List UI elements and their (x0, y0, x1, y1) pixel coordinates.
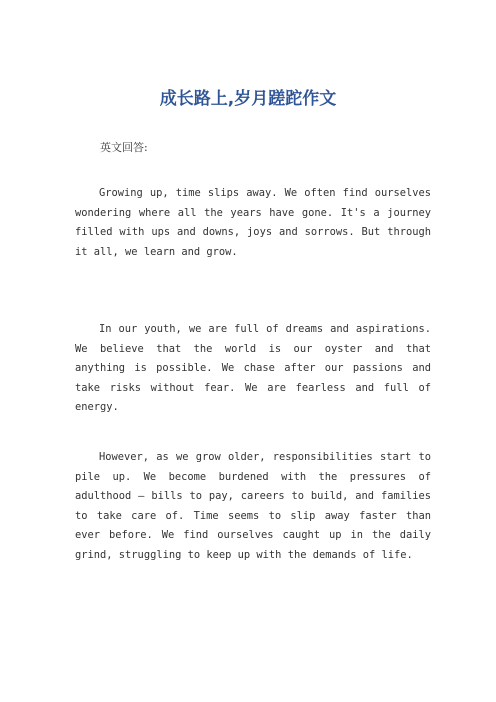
section-label: 英文回答: (100, 141, 148, 154)
paragraph: However, as we grow older, responsibilities start to pile up. We become burdened with the pressures of adulthood – bills to pay, careers to build, and families to take care of. Time seems to slip away faster than ever before. We find ourselves caught up in the daily grind, struggling to keep up with the demands of life. (75, 451, 431, 561)
document-title: 成长路上,岁月蹉跎作文 (159, 89, 337, 109)
paragraph: In our youth, we are full of dreams and aspirations. We believe that the world is our oyster and that anything is possible. We chase after our passions and take risks without fear. We are fearless and full of energy. (75, 323, 431, 414)
paragraph: Growing up, time slips away. We often find ourselves wondering where all the years have gone. It's a journey filled with ups and downs, joys and sorrows. But through it all, we learn and grow. (75, 187, 431, 258)
